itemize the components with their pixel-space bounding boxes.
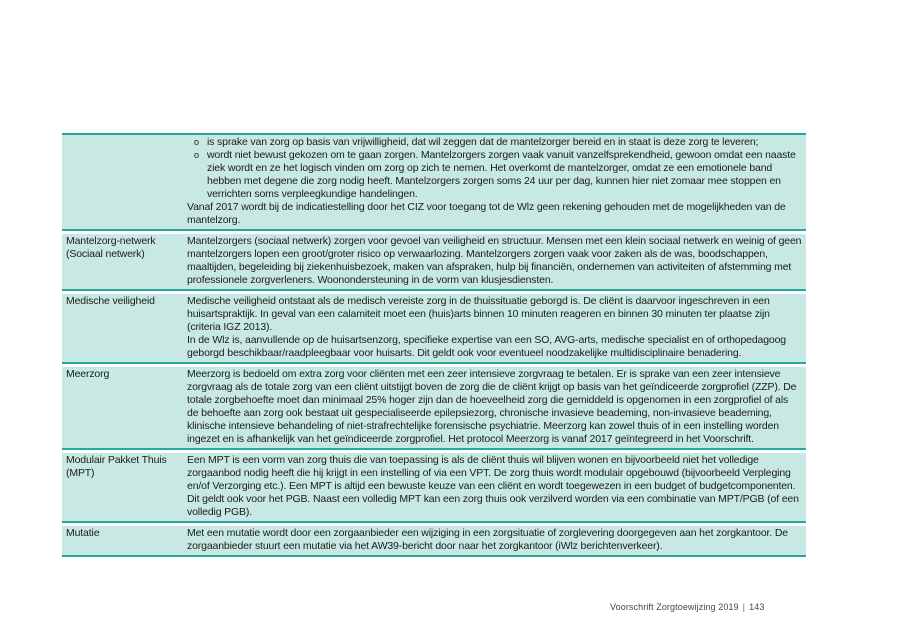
definition-cell (183, 453, 806, 523)
term-cell: Medische veiligheid (62, 294, 183, 364)
definition-cell (183, 526, 806, 557)
term-cell: Mantelzorg-netwerk (Sociaal netwerk) (62, 234, 183, 291)
term-cell (62, 133, 183, 231)
bullet-list (187, 136, 802, 201)
footer-separator: | (742, 602, 746, 612)
table-row (62, 294, 806, 364)
definition-paragraph: Een MPT is een vorm van zorg thuis die van toepassing is als de cliënt thuis wil blijven wonen en bijvoorbeeld niet het volledige zorgaanbod nodig heeft die hij krijgt in een instelling of via een VPT. De zorg thuis wordt modulair opgebouwd (bijvoorbeeld Verpleging en/of Verzorging etc.). Een MPT is altijd een bewuste keuze van een cliënt en wordt toegewezen in een budget of budgetcomponenten. Dit geldt ook voor het PGB. Naast een volledig MPT kan een zorg thuis ook verzilverd worden via een combinatie van MPT/PGB (of een volledig PGB). (187, 454, 799, 518)
circle-bullet-icon: o (194, 150, 199, 160)
definition-paragraph: Medische veiligheid ontstaat als de medisch vereiste zorg in de thuissituatie geborgd is. De cliënt is daarvoor ingeschreven in een huisartspraktijk. In geval van een calamiteit moet een (huis)arts binnen 10 minuten reageren en binnen 30 minuten ter plaatse zijn (criteria IGZ 2013). (187, 295, 770, 333)
definition-paragraph: In de Wlz is, aanvullende op de huisartsenzorg, specifieke expertise van een SO, AVG-arts, medische specialist en of orthopedagoog geborgd beschikbaar/raadpleegbaar voor huisarts. Dit geldt ook voor eventueel noodzakelijke multidisciplinaire benadering. (187, 334, 786, 359)
term-cell: Meerzorg (62, 367, 183, 450)
bullet-item-text: wordt niet bewust gekozen om te gaan zorgen. Mantelzorgers zorgen vaak vanuit vanzelfsprekendheid, gewoon omdat een naaste ziek wordt en ze het logisch vinden om zorg op zich te nemen. Het overkomt de mantelzorger, omdat ze een emotionele band hebben met degene die zorg nodig heeft. Mantelzorgers zorgen soms 24 uur per dag, kunnen hier niet zomaar mee stoppen en verrichten soms verpleegkundige handelingen. (207, 149, 796, 200)
definition-cell (183, 367, 806, 450)
table-row (62, 453, 806, 523)
term-cell: Mutatie (62, 526, 183, 557)
definition-paragraph: Meerzorg is bedoeld om extra zorg voor cliënten met een zeer intensieve zorgvraag te betalen. Er is sprake van een zeer intensieve zorgvraag als de totale zorg van een cliënt uitstijgt boven de zorg die de cliënt krijgt op basis van het geïndiceerde zorgprofiel (ZZP). De totale zorgbehoefte moet dan minimaal 25% hoger zijn dan de hoeveelheid zorg die gemiddeld is opgenomen in een zorgprofiel of als de behoefte aan zorg ook bestaat uit gespecialiseerde epilepsiezorg, chronische invasieve beademing, non-invasieve beademing, klinische intensieve behandeling of niet-strafrechtelijke forensische psychiatrie. Meerzorg kan zowel thuis of in een instelling worden ingezet en is afhankelijk van het geïndiceerde zorgprofiel. Het protocol Meerzorg is vanaf 2017 geïntegreerd in het Voorschrift. (187, 368, 797, 445)
definition-cell (183, 234, 806, 291)
definition-paragraph: Vanaf 2017 wordt bij de indicatiestelling door het CIZ voor toegang tot de Wlz geen rekening gehouden met de mogelijkheden van de mantelzorg. (187, 201, 786, 226)
definition-paragraph: Mantelzorgers (sociaal netwerk) zorgen voor gevoel van veiligheid en structuur. Mensen met een klein sociaal netwerk en weinig of geen mantelzorgers lopen een groot/groter risico op verwaarlozing. Mantelzorgers zorgen vaak voor zaken als de was, boodschappen, maaltijden, begeleiding bij ziekenhuisbezoek, maken van afspraken, hulp bij financiën, ondernemen van activiteiten of afstemming met professionele zorgverleners. Woonondersteuning in de vorm van klusjesdiensten. (187, 235, 802, 286)
term-cell: Modulair Pakket Thuis (MPT) (62, 453, 183, 523)
table-row (62, 367, 806, 450)
bullet-item (187, 149, 802, 201)
bullet-item (187, 136, 802, 149)
definition-paragraph: Met een mutatie wordt door een zorgaanbieder een wijziging in een zorgsituatie of zorglevering doorgegeven aan het zorgkantoor. De zorgaanbieder stuurt een mutatie via het AW39-bericht door naar het zorgkantoor (iWlz berichtenverkeer). (187, 527, 788, 552)
definition-cell (183, 133, 806, 231)
footer-document-title: Voorschrift Zorgtoewijzing 2019 (610, 602, 739, 612)
page-footer (610, 602, 764, 612)
bullet-item-text: is sprake van zorg op basis van vrijwilligheid, dat wil zeggen dat de mantelzorger bereid en in staat is deze zorg te leveren; (207, 136, 759, 148)
table-row (62, 133, 806, 231)
table-row (62, 234, 806, 291)
glossary-table (62, 130, 806, 560)
circle-bullet-icon: o (194, 137, 199, 147)
table-row (62, 526, 806, 557)
footer-page-number: 143 (749, 602, 765, 612)
definition-cell (183, 294, 806, 364)
